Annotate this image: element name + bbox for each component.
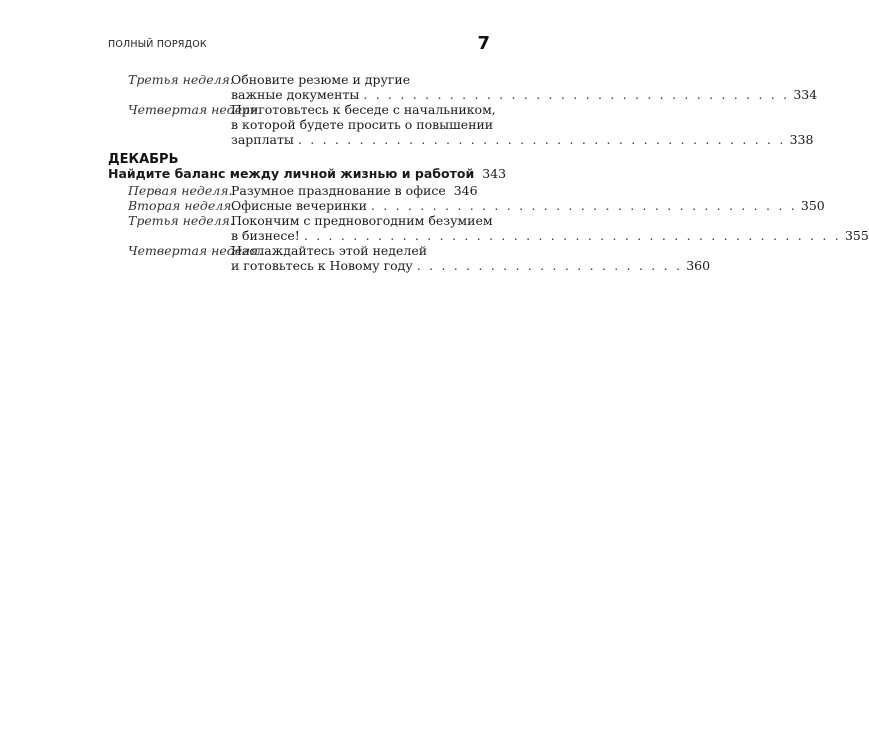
- toc-week-label: Четвертая неделя.: [128, 102, 263, 117]
- running-title: ПОЛНЫЙ ПОРЯДОК: [108, 39, 207, 50]
- toc-week-label: Первая неделя.: [128, 183, 233, 198]
- month-heading: ДЕКАБРЬ: [108, 152, 179, 167]
- toc-entry-december-week4: [128, 243, 711, 273]
- toc-entry-text: Наслаждайтесь этой неделей: [231, 243, 428, 258]
- dot-leader: . . . . . . . . . . . . . . . . . . . . . .: [416, 258, 683, 273]
- toc-entry-text: Офисные вечеринки: [231, 198, 367, 213]
- toc-entry-text: зарплаты: [231, 132, 294, 147]
- toc-page-number: 346: [453, 183, 478, 198]
- toc-entry-december-week3: [128, 213, 869, 243]
- toc-week-label: Вторая неделя.: [128, 198, 236, 213]
- dot-leader: . . . . . . . . . . . . . . . . . . . . . . . . . . . . . . . . . . .: [363, 87, 790, 102]
- toc-entry-november-week3: [128, 72, 818, 102]
- toc-entry-text: в бизнесе!: [231, 228, 300, 243]
- toc-page-number: 360: [686, 258, 711, 273]
- toc-week-label: Четвертая неделя.: [128, 243, 263, 258]
- page-number: 7: [477, 33, 490, 54]
- toc-page-number: 338: [789, 132, 814, 147]
- section-title-text: Найдите баланс между личной жизнью и работой: [108, 166, 475, 181]
- toc-page-number: 343: [482, 166, 507, 181]
- dot-leader: . . . . . . . . . . . . . . . . . . . . . . . . . . . . . . . . . . . . . . . . . . . .: [303, 228, 841, 243]
- toc-entry-december-week1: [128, 183, 478, 198]
- toc-page-number: 334: [793, 87, 818, 102]
- toc-entry-text: Разумное празднование в офисе: [231, 183, 446, 198]
- toc-week-label: Третья неделя.: [128, 72, 234, 87]
- toc-entry-text: в которой будете просить о повышении: [231, 117, 494, 132]
- dot-leader: . . . . . . . . . . . . . . . . . . . . . . . . . . . . . . . . . . .: [370, 198, 797, 213]
- toc-entry-text: Обновите резюме и другие: [231, 72, 411, 87]
- toc-entry-november-week4: [128, 102, 814, 147]
- toc-entry-december-week2: [128, 198, 825, 213]
- toc-page-number: 355: [844, 228, 869, 243]
- toc-entry-text: Приготовьтесь к беседе с начальником,: [231, 102, 496, 117]
- toc-week-label: Третья неделя.: [128, 213, 234, 228]
- toc-entry-text: и готовьтесь к Новому году: [231, 258, 413, 273]
- toc-entry-text: важные документы: [231, 87, 360, 102]
- toc-entry-text: Покончим с предновогодним безумием: [231, 213, 493, 228]
- toc-section-title: [108, 166, 507, 181]
- toc-page-number: 350: [800, 198, 825, 213]
- dot-leader: . . . . . . . . . . . . . . . . . . . . . . . . . . . . . . . . . . . . . . . .: [297, 132, 786, 147]
